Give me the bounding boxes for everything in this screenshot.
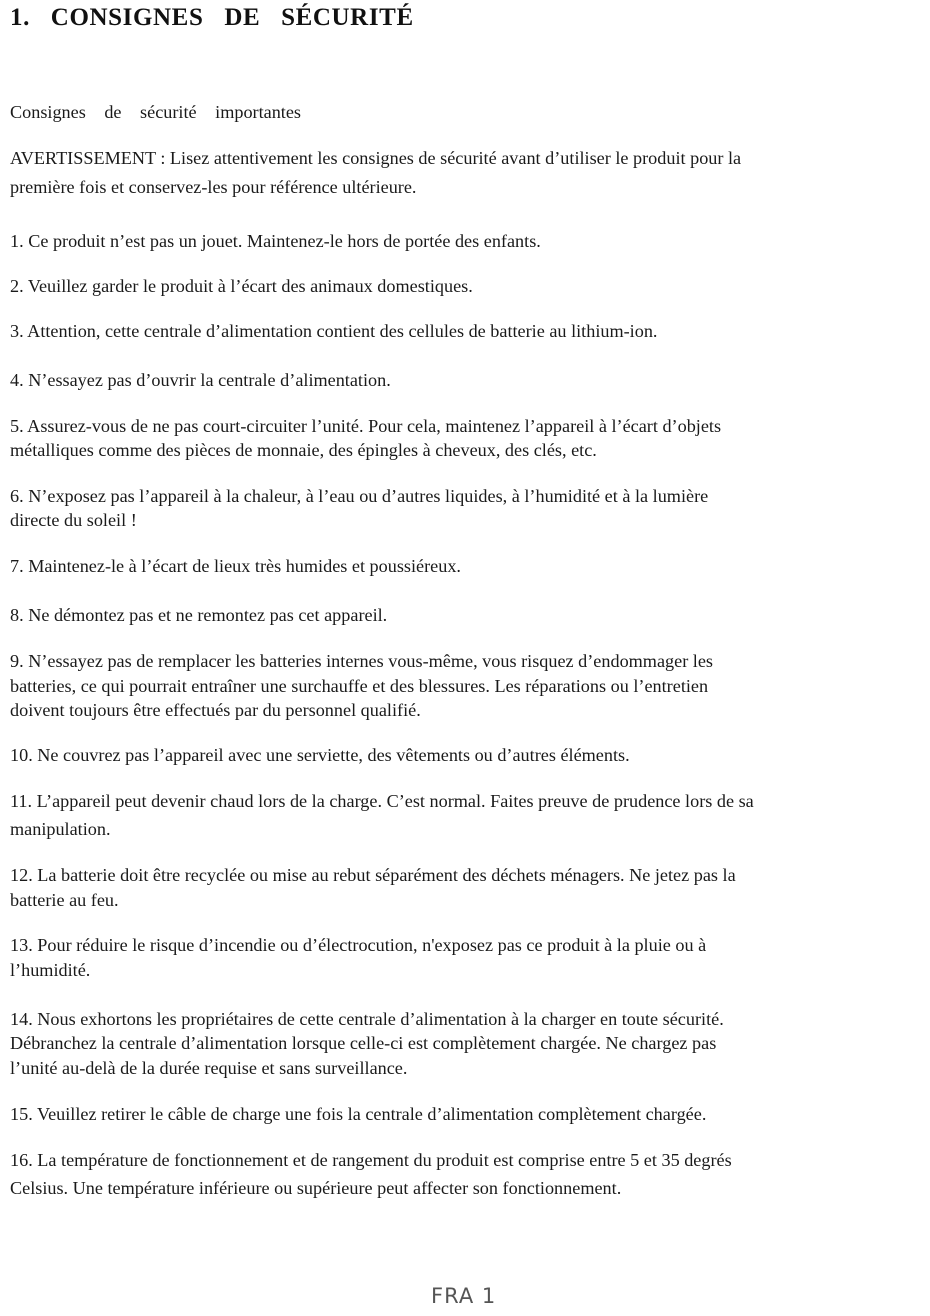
list-item: 1. Ce produit n’est pas un jouet. Maintenez-le hors de portée des enfants. xyxy=(10,231,541,251)
list-item: 9. N’essayez pas de remplacer les batteries internes vous-même, vous risquez d’endommager les xyxy=(10,651,713,671)
list-item-continuation: l’humidité. xyxy=(10,960,91,980)
warning-line: première fois et conservez-les pour référence ultérieure. xyxy=(10,177,417,197)
list-item-continuation: Débranchez la centrale d’alimentation lorsque celle-ci est complètement chargée. Ne chargez pas xyxy=(10,1033,717,1053)
list-item: 6. N’exposez pas l’appareil à la chaleur, à l’eau ou d’autres liquides, à l’humidité et à la lumière xyxy=(10,486,709,506)
list-item: 12. La batterie doit être recyclée ou mise au rebut séparément des déchets ménagers. Ne jetez pas la xyxy=(10,865,736,885)
list-item: 10. Ne couvrez pas l’appareil avec une serviette, des vêtements ou d’autres éléments. xyxy=(10,745,630,765)
list-item: 13. Pour réduire le risque d’incendie ou d’électrocution, n'exposez pas ce produit à la pluie ou à xyxy=(10,935,707,955)
page-title: 1. CONSIGNES DE SÉCURITÉ xyxy=(10,4,414,31)
page-number: FRA 1 xyxy=(431,1284,497,1308)
subheading: Consignes de sécurité importantes xyxy=(10,102,302,122)
list-item: 7. Maintenez-le à l’écart de lieux très humides et poussiéreux. xyxy=(10,556,461,576)
list-item-continuation: manipulation. xyxy=(10,819,111,839)
list-item: 2. Veuillez garder le produit à l’écart des animaux domestiques. xyxy=(10,276,473,296)
list-item-continuation: batteries, ce qui pourrait entraîner une surchauffe et des blessures. Les réparations ou l’entretien xyxy=(10,676,709,696)
list-item: 11. L’appareil peut devenir chaud lors de la charge. C’est normal. Faites preuve de prudence lors de sa xyxy=(10,791,754,811)
list-item-continuation: directe du soleil ! xyxy=(10,510,137,530)
list-item-continuation: batterie au feu. xyxy=(10,890,119,910)
list-item: 3. Attention, cette centrale d’alimentation contient des cellules de batterie au lithium-ion. xyxy=(10,321,658,341)
list-item-continuation: Celsius. Une température inférieure ou supérieure peut affecter son fonctionnement. xyxy=(10,1178,622,1198)
list-item: 15. Veuillez retirer le câble de charge une fois la centrale d’alimentation complètement chargée. xyxy=(10,1104,707,1124)
list-item-continuation: métalliques comme des pièces de monnaie, des épingles à cheveux, des clés, etc. xyxy=(10,440,597,460)
list-item: 5. Assurez-vous de ne pas court-circuiter l’unité. Pour cela, maintenez l’appareil à l’écart d’objets xyxy=(10,416,722,436)
list-item: 8. Ne démontez pas et ne remontez pas cet appareil. xyxy=(10,605,388,625)
warning-line: AVERTISSEMENT : Lisez attentivement les consignes de sécurité avant d’utiliser le produit pour la xyxy=(10,148,742,168)
list-item-continuation: doivent toujours être effectués par du personnel qualifié. xyxy=(10,700,421,720)
list-item: 14. Nous exhortons les propriétaires de cette centrale d’alimentation à la charger en toute sécurité. xyxy=(10,1009,724,1029)
list-item-continuation: l’unité au-delà de la durée requise et sans surveillance. xyxy=(10,1058,408,1078)
list-item: 16. La température de fonctionnement et de rangement du produit est comprise entre 5 et 35 degrés xyxy=(10,1150,732,1170)
list-item: 4. N’essayez pas d’ouvrir la centrale d’alimentation. xyxy=(10,370,391,390)
